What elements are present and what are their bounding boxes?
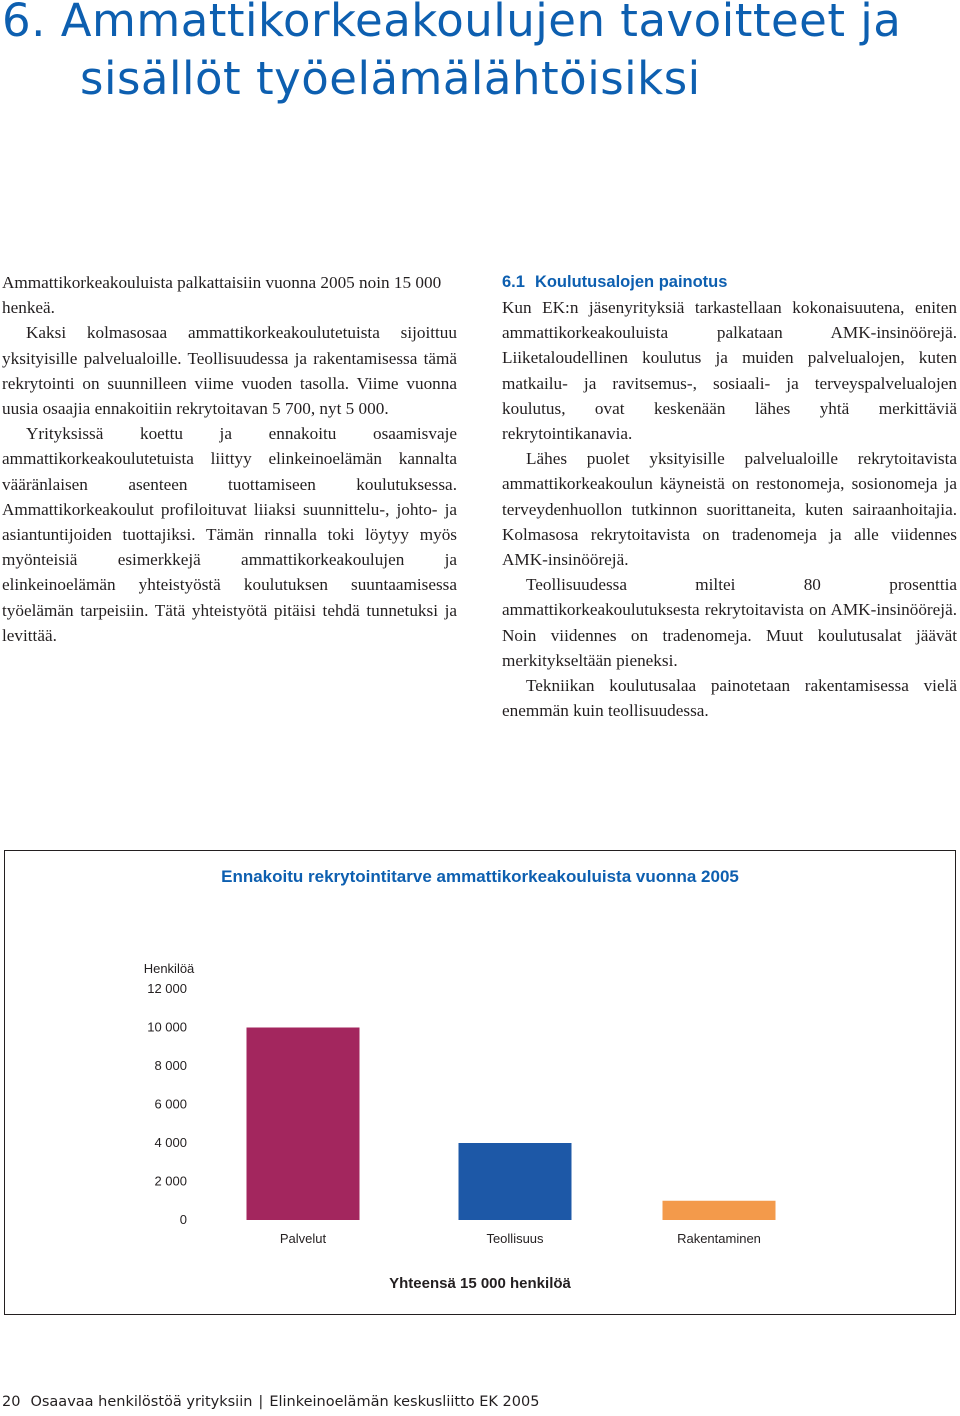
right-column [502,270,957,723]
bar-rakentaminen [663,1201,776,1220]
y-tick-label: 6 000 [154,1096,187,1112]
x-tick-label: Rakentaminen [677,1231,761,1246]
y-axis-label: Henkilöä [143,961,195,976]
y-tick-label: 4 000 [154,1135,187,1150]
page-number: 20 [2,1394,21,1410]
x-tick-label: Palvelut [279,1231,327,1246]
bar-teollisuus [459,1143,572,1220]
page-footer [2,1394,539,1410]
section-title: Koulutusalojen painotus [534,273,728,291]
section-number: 6.1 [502,273,525,291]
left-column [2,270,457,648]
publication-title: Osaavaa henkilöstöä yrityksiin [30,1394,253,1410]
right-paragraph-1: Kun EK:n jäsenyrityksiä tarkastellaan kokonaisuutena, eniten ammattikorkeakouluista palkataan AMK-insinöörejä. Liiketaloudellinen koulutus ja muiden palvelualojen, kuten matkailu- ja ravitsemus-, sosiaali- ja terveyspalvelualojen koulutus, ovat keskenään lähes yhtä merkittäviä rekrytointikanavia. [502,298,957,444]
chart-total-label: Yhteensä 15 000 henkilöä [389,1275,571,1292]
y-tick-label: 0 [179,1212,187,1227]
right-paragraph-4: Tekniikan koulutusalaa painotetaan rakentamisessa vielä enemmän kuin teollisuudessa. [502,676,957,721]
bar-chart [5,851,955,1314]
y-tick-label: 2 000 [154,1173,187,1189]
chart-title: Ennakoitu rekrytointitarve ammattikorkeakouluista vuonna 2005 [221,867,739,886]
publisher-name: Elinkeinoelämän keskusliitto EK 2005 [269,1394,540,1410]
page-heading [2,0,952,108]
bar-palvelut [247,1028,360,1221]
chart-frame [4,850,956,1315]
heading-line-2: sisällöt työelämälähtöisiksi [80,52,701,105]
y-tick-label: 8 000 [154,1058,187,1073]
right-paragraph-2: Lähes puolet yksityisille palvelualoille rekrytoitavista ammattikorkeakoulun käyneistä on restonomeja, sosionomeja ja terveydenhuollon tutkinnon suorittaneita, kuten sairaanhoitajia. Kolmasosa rekrytoitavista on tradenomeja ja alle viidennes AMK-insinöörejä. [502,449,957,570]
heading-line-1: 6. Ammattikorkeakoulujen tavoitteet ja [2,0,902,47]
left-paragraph-1: Ammattikorkeakouluista palkattaisiin vuonna 2005 noin 15 000 henkeä. [2,273,442,318]
y-tick-label: 12 000 [147,981,187,996]
right-paragraph-3: Teollisuudessa miltei 80 prosenttia ammattikorkeakoulutuksesta rekrytoitavista on AMK-insinöörejä. Noin viidennes on tradenomeja. Muut koulutusalat jäävät merkitykseltään pieneksi. [502,575,957,670]
x-tick-label: Teollisuus [486,1231,544,1246]
footer-separator: | [258,1394,264,1410]
left-paragraph-2: Kaksi kolmasosaa ammattikorkeakoulutetuista sijoittuu yksityisille palvelualoille. Teollisuudessa ja rakentamisessa tämä rekrytointi on suunnilleen viime vuoden tasolla. Viime vuonna uusia osaajia ennakoitiin rekrytoitavan 5 700, nyt 5 000. [2,323,457,419]
left-paragraph-3: Yrityksissä koettu ja ennakoitu osaamisvaje ammattikorkeakoulutetuista liittyy elinkeinoelämän kannalta vääränlaisen asenteen tuottamiseen koulutuksessa. Ammattikorkeakoulut profiloituvat liiaksi suunnittelu-, johto- ja asiantuntijoiden tuottajiksi. Tämän rinnalla toki löytyy myös myönteisiä esimerkkejä ammattikorkeakoulujen ja elinkeinoelämän yhteistyöstä koulutuksen suuntaamisessa työelämän tarpeisiin. Tätä yhteistyötä pitäisi tehdä tunnetuksi ja levittää. [2,424,457,645]
y-tick-label: 10 000 [147,1019,187,1035]
section-heading [502,270,957,295]
